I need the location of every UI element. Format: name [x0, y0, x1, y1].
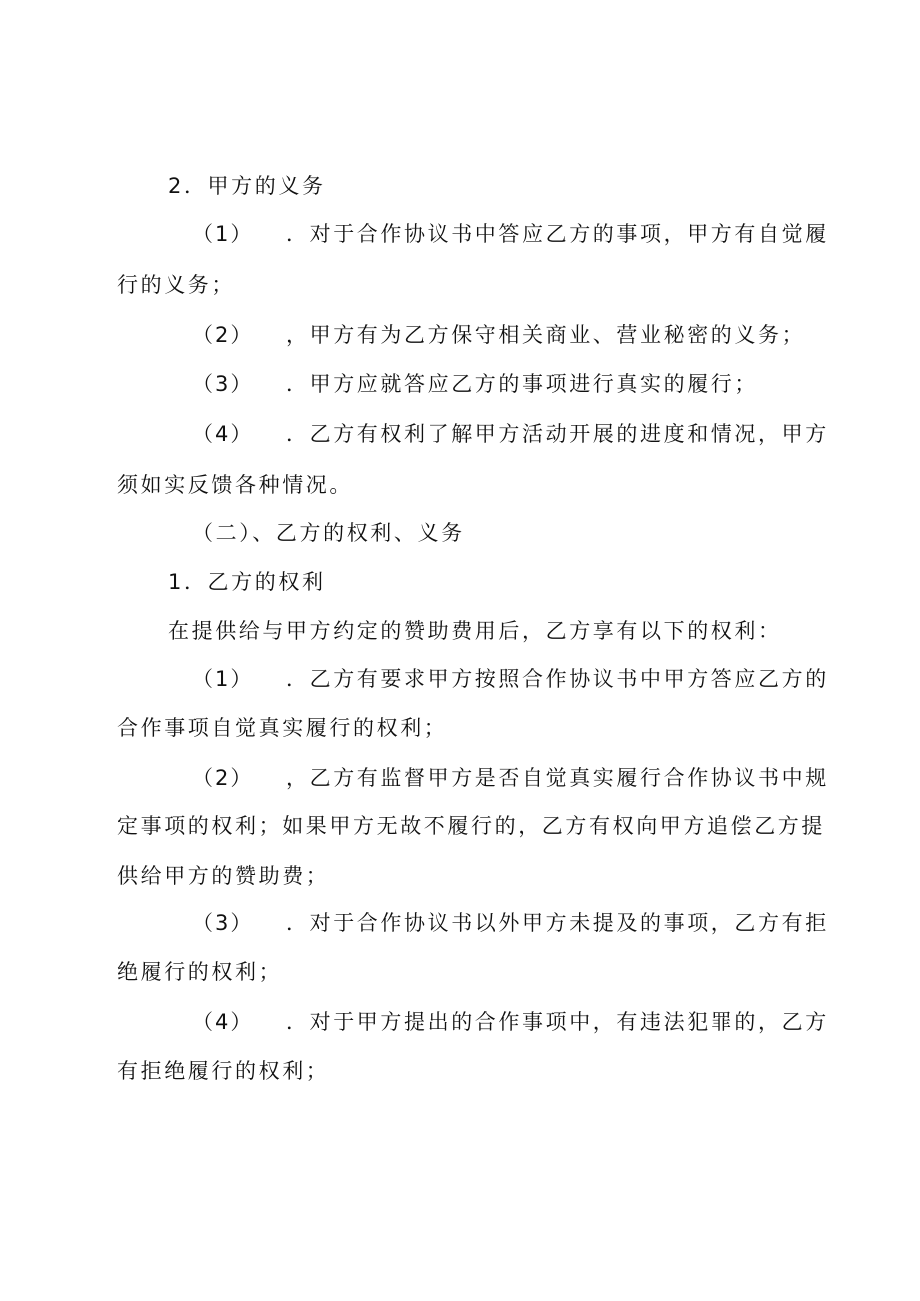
item-text: ．对于合作协议书以外甲方未提及的事项，乙方有拒: [286, 911, 829, 935]
item-number: （1）: [192, 222, 254, 246]
item-text: ．对于合作协议书中答应乙方的事项，甲方有自觉履: [286, 222, 829, 246]
item-continuation: 绝履行的权利；: [117, 960, 283, 984]
item-text: ．乙方有要求甲方按照合作协议书中甲方答应乙方的: [286, 667, 829, 691]
item-number: （1）: [192, 667, 254, 691]
item-number: （4）: [192, 422, 254, 446]
item-number: （3）: [192, 372, 254, 396]
section-heading: （二）、乙方的权利、义务: [192, 521, 465, 545]
subsection-heading: 1．乙方的权利: [168, 570, 326, 594]
item-text: ．乙方有权利了解甲方活动开展的进度和情况，甲方: [286, 422, 829, 446]
item-number: （2）: [192, 323, 254, 347]
item-continuation: 行的义务；: [117, 273, 235, 297]
item-number: （3）: [192, 911, 254, 935]
item-number: （2）: [192, 766, 254, 790]
section-heading: 2．甲方的义务: [168, 174, 326, 198]
item-text: ．甲方应就答应乙方的事项进行真实的履行；: [286, 372, 758, 396]
item-continuation: 合作事项自觉真实履行的权利；: [117, 716, 448, 740]
item-continuation: 须如实反馈各种情况。: [117, 473, 353, 497]
item-continuation: 有拒绝履行的权利；: [117, 1059, 330, 1083]
item-number: （4）: [192, 1010, 254, 1034]
item-continuation: 供给甲方的赞助费；: [117, 864, 330, 888]
paragraph: 在提供给与甲方约定的赞助费用后，乙方享有以下的权利：: [168, 619, 782, 643]
item-text: ．对于甲方提出的合作事项中，有违法犯罪的，乙方: [286, 1010, 829, 1034]
item-continuation: 定事项的权利；如果甲方无故不履行的，乙方有权向甲方追偿乙方提: [117, 814, 825, 838]
item-text: ，乙方有监督甲方是否自觉真实履行合作协议书中规: [286, 766, 829, 790]
item-text: ，甲方有为乙方保守相关商业、营业秘密的义务；: [286, 323, 806, 347]
